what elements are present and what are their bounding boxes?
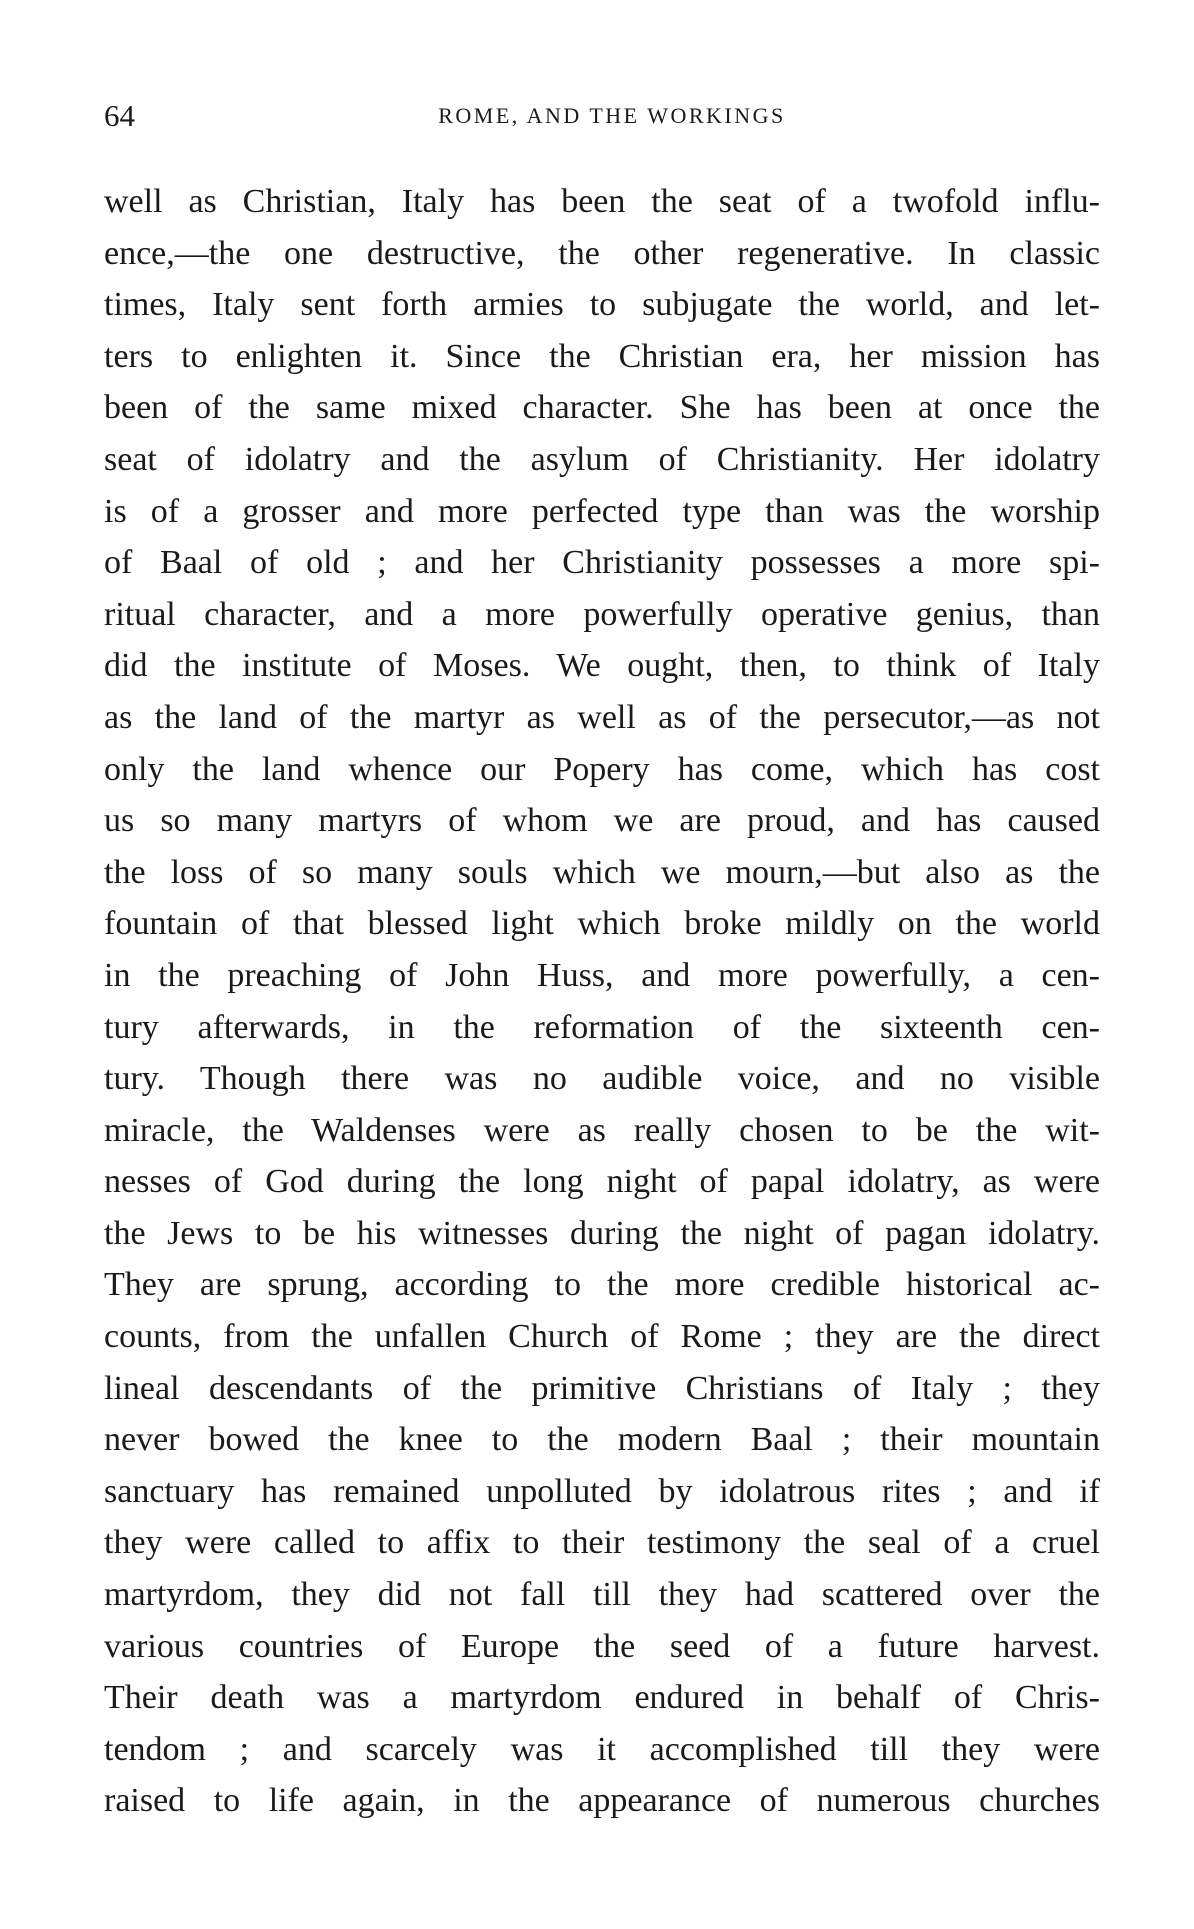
text-line: did the institute of Moses. We ought, then, to think of Italy (104, 647, 1100, 685)
text-line: of Baal of old ; and her Christianity possesses a more spi- (104, 544, 1100, 582)
text-line: as the land of the martyr as well as of the persecutor,—as not (104, 698, 1100, 736)
text-line: they were called to affix to their testimony the seal of a cruel (104, 1524, 1100, 1562)
text-line: is of a grosser and more perfected type than was the worship (104, 492, 1100, 530)
text-line: only the land whence our Popery has come, which has cost (104, 750, 1100, 788)
text-line: counts, from the unfallen Church of Rome ; they are the direct (104, 1318, 1100, 1356)
text-line: ence,—the one destructive, the other regenerative. In classic (104, 234, 1100, 272)
text-line: tendom ; and scarcely was it accomplished till they were (104, 1730, 1100, 1768)
text-line: times, Italy sent forth armies to subjugate the world, and let- (104, 286, 1100, 324)
text-line: tury. Though there was no audible voice, and no visible (104, 1060, 1100, 1098)
text-line: well as Christian, Italy has been the seat of a twofold influ- (104, 183, 1100, 220)
text-line: the loss of so many souls which we mourn,—but also as the (104, 853, 1100, 891)
text-line: lineal descendants of the primitive Christians of Italy ; they (104, 1369, 1100, 1407)
text-line: various countries of Europe the seed of a future harvest. (104, 1627, 1100, 1665)
body-text (104, 176, 1100, 1827)
text-line: fountain of that blessed light which broke mildly on the world (104, 905, 1100, 943)
text-line: the Jews to be his witnesses during the night of pagan idolatry. (104, 1214, 1100, 1252)
text-line: ritual character, and a more powerfully operative genius, than (104, 595, 1100, 633)
running-title: ROME, AND THE WORKINGS (438, 103, 786, 128)
text-line: nesses of God during the long night of papal idolatry, as were (104, 1163, 1100, 1201)
text-line: Their death was a martyrdom endured in behalf of Chris- (104, 1679, 1100, 1717)
text-line: miracle, the Waldenses were as really chosen to be the wit- (104, 1111, 1100, 1149)
text-line: raised to life again, in the appearance of numerous churches (104, 1782, 1100, 1820)
text-line: never bowed the knee to the modern Baal ; their mountain (104, 1421, 1100, 1459)
text-line: been of the same mixed character. She has been at once the (104, 389, 1100, 427)
text-line: ters to enlighten it. Since the Christian era, her mission has (104, 337, 1100, 375)
text-line: sanctuary has remained unpolluted by idolatrous rites ; and if (104, 1472, 1100, 1510)
text-line: They are sprung, according to the more credible historical ac- (104, 1266, 1100, 1304)
text-line: martyrdom, they did not fall till they had scattered over the (104, 1576, 1100, 1614)
page-number: 64 (104, 98, 135, 133)
text-line: us so many martyrs of whom we are proud, and has caused (104, 802, 1100, 840)
text-line: in the preaching of John Huss, and more powerfully, a cen- (104, 956, 1100, 994)
running-head (104, 96, 1100, 136)
text-line: tury afterwards, in the reformation of the sixteenth cen- (104, 1008, 1100, 1046)
text-line: seat of idolatry and the asylum of Christianity. Her idolatry (104, 440, 1100, 478)
